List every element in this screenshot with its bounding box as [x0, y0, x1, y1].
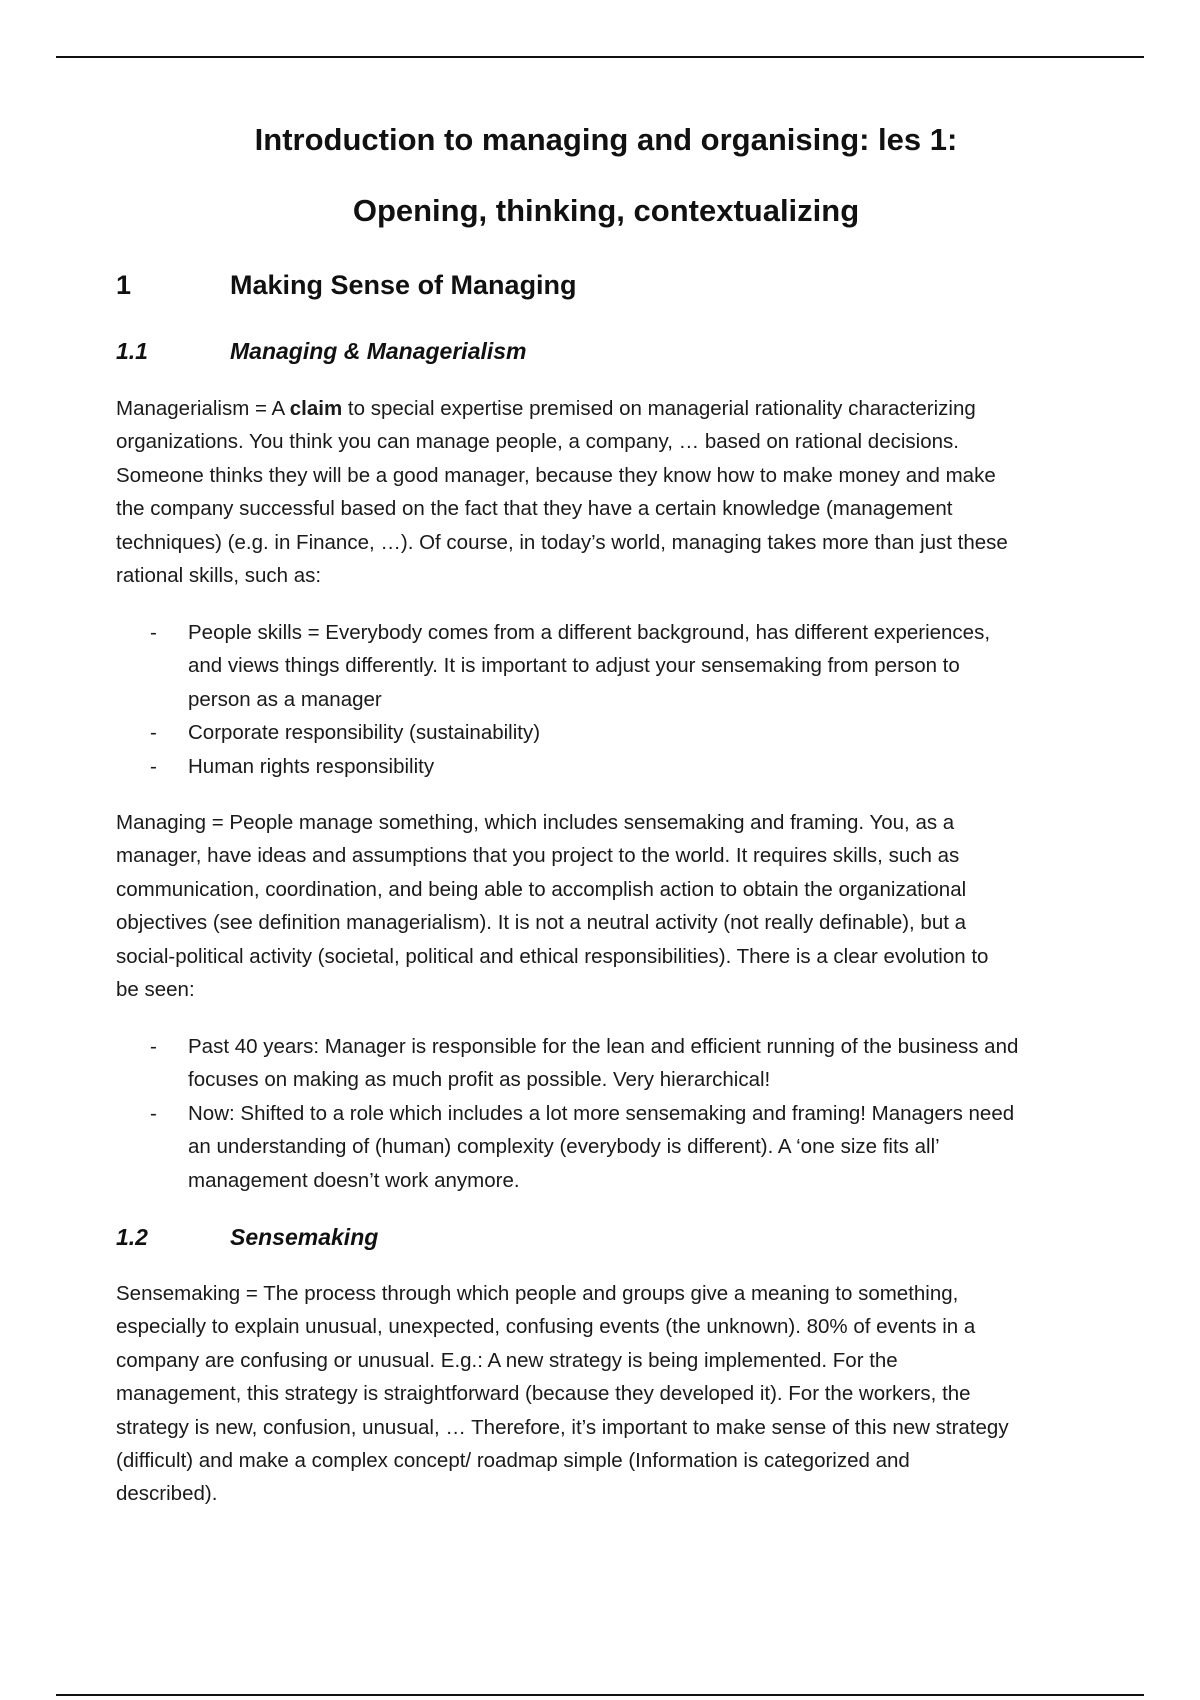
list-item: - Corporate responsibility (sustainability) — [116, 716, 1086, 749]
subsection-title: Managing & Managerialism — [230, 338, 527, 364]
skills-list — [116, 616, 1086, 783]
paragraph-line: Managing = People manage something, which includes sensemaking and framing. You, as a — [116, 811, 955, 834]
subsection-heading-1-1 — [116, 338, 527, 365]
section-heading-1 — [116, 270, 577, 301]
list-item: - Past 40 years: Manager is responsible for the lean and efficient running of the business and focuses on making as much profit as possible. Very hierarchical! — [116, 1030, 1086, 1097]
paragraph-line: organizations. You think you can manage people, a company, … based on rational decisions. — [116, 430, 959, 454]
footer-rule — [56, 1694, 1144, 1696]
paragraph-line: techniques) (e.g. in Finance, …). Of course, in today’s world, managing takes more than just these — [116, 530, 1008, 554]
paragraph-line: especially to explain unusual, unexpected, confusing events (the unknown). 80% of events in a — [116, 1315, 976, 1339]
document-title-line-1: Introduction to managing and organising: les 1: — [254, 122, 958, 157]
list-dash: - — [150, 754, 157, 778]
subsection-number: 1.2 — [116, 1224, 148, 1250]
subsection-title: Sensemaking — [230, 1224, 379, 1250]
paragraph-line: be seen: — [116, 978, 195, 1002]
paragraph-line: social-political activity (societal, political and ethical responsibilities). There is a clear evolution to — [116, 944, 989, 968]
paragraph-sensemaking — [116, 1277, 1086, 1511]
paragraph-line: strategy is new, confusion, unusual, … Therefore, it’s important to make sense of this new strategy — [116, 1415, 1009, 1439]
paragraph-line: Managerialism = A claim to special expertise premised on managerial rationality characterizing — [116, 397, 976, 420]
paragraph-line: objectives (see definition managerialism). It is not a neutral activity (not really definable), but a — [116, 911, 967, 935]
paragraph-line: manager, have ideas and assumptions that you project to the world. It requires skills, such as — [116, 844, 960, 868]
list-dash: - — [150, 721, 157, 745]
paragraph-line: Someone thinks they will be a good manager, because they know how to make money and make — [116, 463, 996, 487]
bold-term-claim: claim — [289, 397, 343, 420]
section-title: Making Sense of Managing — [230, 270, 577, 300]
document-title-line-2: Opening, thinking, contextualizing — [352, 193, 860, 228]
paragraph-line: communication, coordination, and being able to accomplish action to obtain the organizational — [116, 877, 967, 901]
list-dash: - — [150, 621, 157, 644]
list-item: - Now: Shifted to a role which includes a lot more sensemaking and framing! Managers need an understanding of (human) complexity (everybody is different). A ‘one size fits all’ management doesn’t work anymore. — [116, 1097, 1086, 1197]
list-dash: - — [150, 1035, 157, 1058]
list-item: - People skills = Everybody comes from a different background, has different experiences, and views things differently. It is important to adjust your sensemaking from person to person as a manager — [116, 616, 1086, 716]
paragraph-line: (difficult) and make a complex concept/ roadmap simple (Information is categorized and — [116, 1449, 910, 1473]
paragraph-managerialism — [116, 392, 1086, 592]
subsection-number: 1.1 — [116, 338, 148, 364]
list-item: - Human rights responsibility — [116, 750, 1086, 783]
evolution-list — [116, 1030, 1086, 1197]
section-number: 1 — [116, 270, 132, 300]
paragraph-line: company are confusing or unusual. E.g.: A new strategy is being implemented. For the — [116, 1348, 898, 1372]
paragraph-managing — [116, 806, 1086, 1006]
paragraph-line: the company successful based on the fact that they have a certain knowledge (management — [116, 497, 953, 521]
subsection-heading-1-2 — [116, 1224, 378, 1251]
paragraph-line: Sensemaking = The process through which people and groups give a meaning to something, — [116, 1282, 959, 1305]
header-rule — [56, 56, 1144, 58]
list-dash: - — [150, 1101, 157, 1125]
paragraph-line: management, this strategy is straightforward (because they developed it). For the workers, the — [116, 1382, 971, 1406]
paragraph-line: described). — [116, 1482, 218, 1506]
paragraph-line: rational skills, such as: — [116, 564, 322, 588]
